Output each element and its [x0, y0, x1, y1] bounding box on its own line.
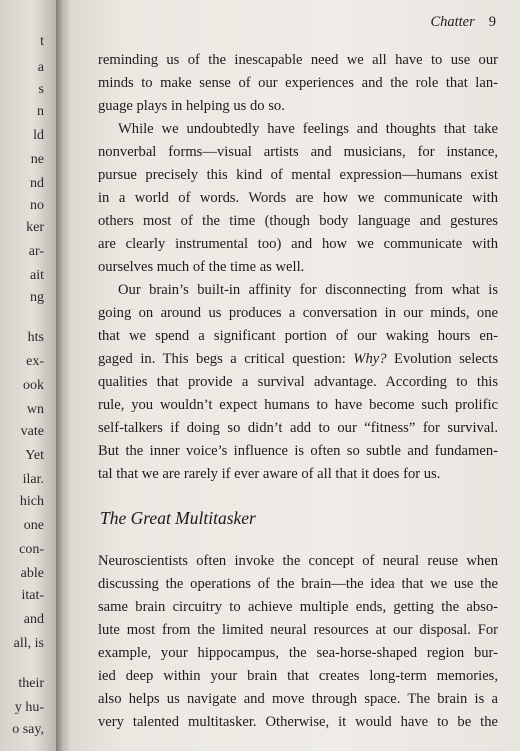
text-line: ourselves much of the time as well.	[98, 259, 305, 275]
left-fragment: no	[30, 198, 44, 213]
text-line: nonverbal forms—visual artists and musicians, for instance,	[98, 144, 498, 160]
text-line: going on around us produces a conversation in our minds, one	[98, 305, 498, 321]
left-fragment: n	[37, 104, 44, 119]
left-fragment: y hu-	[14, 700, 44, 715]
text-line: But the inner voice’s influence is often so subtle and fundamen-	[98, 443, 498, 459]
section-heading: The Great Multitasker	[100, 508, 256, 528]
book-gutter	[56, 0, 70, 751]
emphasis-why: Why?	[353, 351, 387, 367]
text-line: reminding us of the inescapable need we all have to use our	[98, 52, 498, 68]
left-fragment: their	[18, 676, 44, 691]
text-line: rule, you wouldn’t expect humans to have become such prolific	[98, 397, 498, 413]
left-fragment: hts	[27, 330, 44, 345]
right-page	[70, 0, 520, 751]
running-head-title: Chatter	[430, 14, 475, 30]
running-head	[430, 14, 496, 31]
left-fragment: vate	[20, 424, 44, 439]
text-line: in a world of words. Words are how we communicate with	[98, 190, 498, 206]
text-line: Neuroscientists often invoke the concept of neural reuse when	[98, 553, 498, 569]
text-line: are clearly instrumental too) and how we communicate with	[98, 236, 498, 252]
left-fragment: nd	[30, 176, 44, 191]
left-fragment: t	[40, 34, 44, 49]
left-fragment: a	[37, 60, 44, 75]
left-fragment: ker	[26, 220, 44, 235]
left-fragment: o say,	[12, 722, 44, 737]
left-fragment: ar-	[28, 244, 44, 259]
text-run: gaged in. This begs a critical question:	[98, 351, 354, 367]
text-line: While we undoubtedly have feelings and thoughts that take	[118, 121, 498, 137]
text-line: minds to make sense of our experiences and the role that lan-	[98, 75, 498, 91]
text-line: guage plays in helping us do so.	[98, 98, 285, 114]
left-fragment: ex-	[26, 354, 44, 369]
text-line: discussing the operations of the brain—the idea that we use the	[98, 576, 498, 592]
text-line: same brain circuitry to achieve multiple ends, getting the abso-	[98, 599, 498, 615]
left-page-edge	[0, 0, 56, 751]
text-line: others most of the time (though body language and gestures	[98, 213, 498, 229]
text-line	[98, 351, 498, 368]
left-fragment: ilar.	[22, 472, 44, 487]
text-line: pursue precisely this kind of mental expression—humans exist	[98, 167, 498, 183]
left-fragment: Yet	[25, 448, 44, 463]
text-line: self-talkers if doing so didn’t add to our “fitness” for survival.	[98, 420, 498, 436]
page-number: 9	[488, 14, 496, 30]
text-line: that we spend a significant portion of our waking hours en-	[98, 328, 498, 344]
left-fragment: con-	[19, 542, 44, 557]
left-fragment: wn	[26, 402, 44, 417]
left-fragment: able	[20, 566, 44, 581]
left-fragment: itat-	[21, 588, 44, 603]
left-fragment: and	[23, 612, 44, 627]
text-line: Our brain’s built-in affinity for disconnecting from what is	[118, 282, 498, 298]
text-line: example, your hippocampus, the sea-horse-shaped region bur-	[98, 645, 498, 661]
left-fragment: s	[38, 82, 44, 97]
text-line: also helps us navigate and move through space. The brain is a	[98, 691, 498, 707]
text-line: very talented multitasker. Otherwise, it would have to be the	[98, 714, 498, 730]
text-line: tal that we are rarely if ever aware of all that it does for us.	[98, 466, 441, 482]
left-fragment: one	[23, 518, 44, 533]
text-run: Evolution selects	[386, 351, 498, 367]
left-fragment: ait	[30, 268, 44, 283]
left-fragment: ng	[30, 290, 44, 305]
left-fragment: hich	[19, 494, 44, 509]
left-fragment: ne	[30, 152, 44, 167]
text-line: lute most from the limited neural resources at our disposal. For	[98, 622, 498, 638]
left-fragment: ook	[23, 378, 44, 393]
left-fragment: all, is	[13, 636, 44, 651]
left-fragment: ld	[33, 128, 44, 143]
text-line: qualities that provide a survival advantage. According to this	[98, 374, 498, 390]
text-line: ied deep within your brain that creates long-term memories,	[98, 668, 498, 684]
